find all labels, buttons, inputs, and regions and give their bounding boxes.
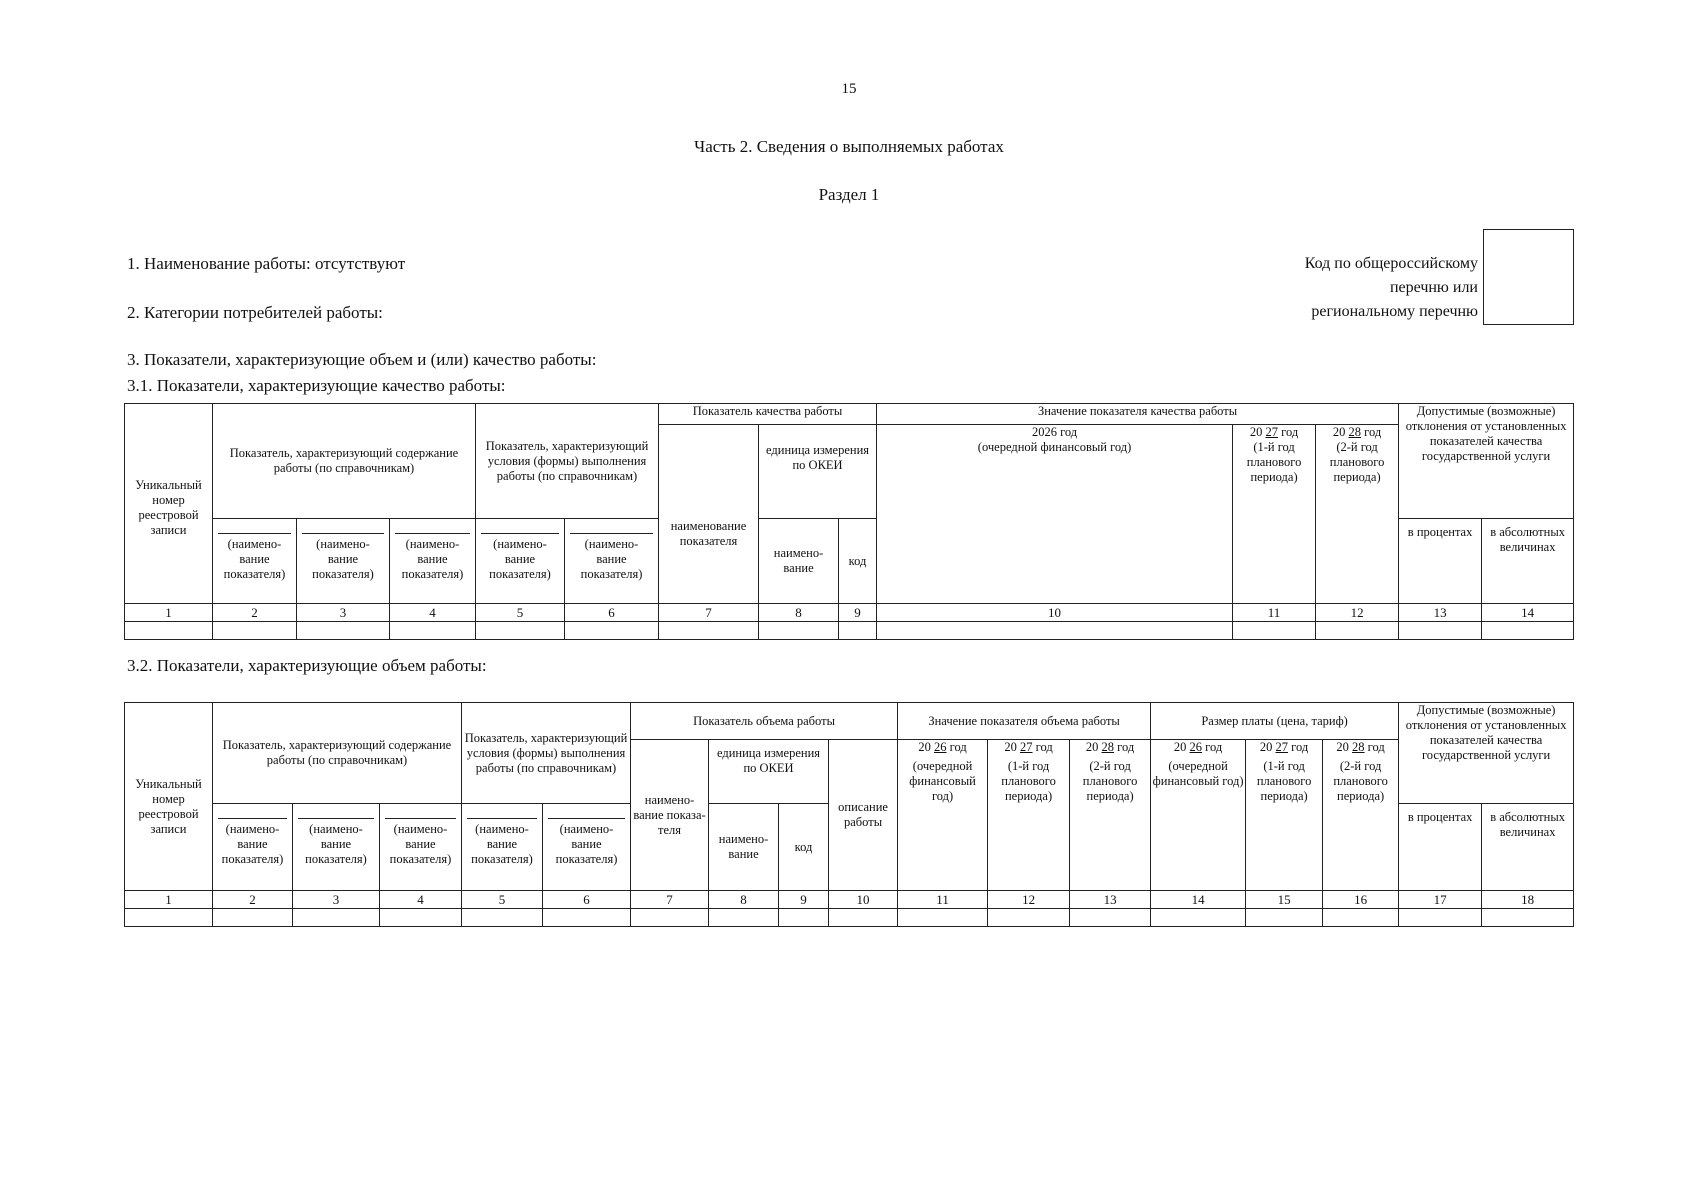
vt-year-prefix: 20 bbox=[1336, 740, 1349, 754]
vt-h-registry: Уникальный номер реестровой записи bbox=[125, 703, 213, 891]
qt-cell[interactable] bbox=[659, 622, 759, 640]
qt-col-num: 11 bbox=[1233, 604, 1316, 622]
qt-y12-suffix: год bbox=[1364, 425, 1382, 439]
qt-cell[interactable] bbox=[390, 622, 476, 640]
vt-col-num: 2 bbox=[213, 891, 293, 909]
qt-y11-suffix: год bbox=[1281, 425, 1299, 439]
qt-sub-cond-1 bbox=[476, 519, 565, 604]
qt-y11-note: (1-й год планового периода) bbox=[1246, 440, 1302, 484]
qt-h-indicator: Показатель качества работы bbox=[659, 404, 877, 425]
vt-cell[interactable] bbox=[293, 909, 380, 927]
qt-sub-content-1 bbox=[213, 519, 297, 604]
vt-cell[interactable] bbox=[462, 909, 543, 927]
qt-h-year-plan1 bbox=[1233, 425, 1316, 604]
vt-col-num: 4 bbox=[380, 891, 462, 909]
vt-sub-label: (наимено-вание показателя) bbox=[467, 818, 537, 867]
qt-col-num: 2 bbox=[213, 604, 297, 622]
vt-cell[interactable] bbox=[125, 909, 213, 927]
vt-cell[interactable] bbox=[1151, 909, 1246, 927]
vt-h-unit-code: код bbox=[779, 804, 829, 891]
qt-cell[interactable] bbox=[759, 622, 839, 640]
qt-h-indicator-name: наименование показателя bbox=[659, 425, 759, 604]
vt-year-prefix: 20 bbox=[918, 740, 931, 754]
vt-year-suffix: год bbox=[949, 740, 967, 754]
qt-y12-note: (2-й год планового периода) bbox=[1329, 440, 1385, 484]
vt-h-indicator-name: наимено-вание показа-теля bbox=[631, 740, 709, 891]
registry-code-box[interactable] bbox=[1483, 229, 1574, 325]
vt-sub-content-3 bbox=[380, 804, 462, 891]
vt-h-unit-name: наимено-вание bbox=[709, 804, 779, 891]
qt-col-num: 14 bbox=[1482, 604, 1574, 622]
qt-h-unit-code: код bbox=[839, 519, 877, 604]
vt-cell[interactable] bbox=[1246, 909, 1323, 927]
vt-sub-content-2 bbox=[293, 804, 380, 891]
vt-p1-note: (очередной финансовый год) bbox=[1152, 759, 1244, 788]
qt-cell[interactable] bbox=[476, 622, 565, 640]
vt-col-num: 1 bbox=[125, 891, 213, 909]
vt-cell[interactable] bbox=[709, 909, 779, 927]
vt-h-absolute: в абсолютных величинах bbox=[1482, 804, 1574, 891]
vt-col-num: 17 bbox=[1399, 891, 1482, 909]
qt-col-num: 12 bbox=[1316, 604, 1399, 622]
vt-empty-row bbox=[125, 909, 1574, 927]
qt-col-num: 7 bbox=[659, 604, 759, 622]
vt-h-value-year2 bbox=[988, 740, 1070, 891]
qt-sub-cond-2 bbox=[565, 519, 659, 604]
vt-h-value-year1 bbox=[898, 740, 988, 891]
qt-cell[interactable] bbox=[125, 622, 213, 640]
qt-col-num: 9 bbox=[839, 604, 877, 622]
qt-col-num: 3 bbox=[297, 604, 390, 622]
qt-y12-value: 28 bbox=[1348, 425, 1362, 439]
qt-col-num: 5 bbox=[476, 604, 565, 622]
vt-sub-cond-2 bbox=[543, 804, 631, 891]
vt-col-num: 3 bbox=[293, 891, 380, 909]
vt-h-price: Размер платы (цена, тариф) bbox=[1151, 703, 1399, 740]
vt-cell[interactable] bbox=[988, 909, 1070, 927]
vt-cell[interactable] bbox=[779, 909, 829, 927]
vt-col-num: 7 bbox=[631, 891, 709, 909]
qt-col-num: 6 bbox=[565, 604, 659, 622]
vt-col-num: 18 bbox=[1482, 891, 1574, 909]
qt-h-conditions: Показатель, характеризующий условия (формы) выполнения работы (по справочникам) bbox=[476, 404, 659, 519]
qt-cell[interactable] bbox=[1482, 622, 1574, 640]
qt-sub-label: (наимено-вание показателя) bbox=[570, 533, 653, 582]
qt-h-percent: в процентах bbox=[1399, 519, 1482, 604]
vt-cell[interactable] bbox=[631, 909, 709, 927]
vt-v1-value: 26 bbox=[934, 740, 947, 754]
qt-cell[interactable] bbox=[213, 622, 297, 640]
vt-sub-label: (наимено-вание показателя) bbox=[548, 818, 625, 867]
vt-p3-note: (2-й год планового периода) bbox=[1333, 759, 1388, 803]
vt-cell[interactable] bbox=[1482, 909, 1574, 927]
qt-cell[interactable] bbox=[1233, 622, 1316, 640]
vt-cell[interactable] bbox=[829, 909, 898, 927]
indicators-heading: 3. Показатели, характеризующие объем и (или) качество работы: bbox=[127, 350, 597, 369]
vt-h-content: Показатель, характеризующий содержание работы (по справочникам) bbox=[213, 703, 462, 804]
qt-sub-content-2 bbox=[297, 519, 390, 604]
vt-col-num: 16 bbox=[1323, 891, 1399, 909]
qt-sub-label: (наимено-вание показателя) bbox=[218, 533, 291, 582]
page-number: 15 bbox=[841, 81, 857, 97]
vt-year-suffix: год bbox=[1035, 740, 1053, 754]
vt-h-description: описание работы bbox=[829, 740, 898, 891]
qt-y11-prefix: 20 bbox=[1249, 425, 1263, 439]
vt-col-num: 9 bbox=[779, 891, 829, 909]
qt-y12-prefix: 20 bbox=[1332, 425, 1346, 439]
qt-h-absolute: в абсолютных величинах bbox=[1482, 519, 1574, 604]
code-label-line3: региональному перечню bbox=[1311, 303, 1478, 320]
vt-year-prefix: 20 bbox=[1173, 740, 1187, 754]
vt-year-prefix: 20 bbox=[1004, 740, 1017, 754]
vt-year-suffix: год bbox=[1291, 740, 1309, 754]
volume-indicators-table bbox=[124, 702, 1574, 927]
vt-cell[interactable] bbox=[1399, 909, 1482, 927]
vt-col-num: 8 bbox=[709, 891, 779, 909]
qt-h-unit: единица измерения по ОКЕИ bbox=[759, 425, 877, 519]
vt-sub-content-1 bbox=[213, 804, 293, 891]
vt-v1-note: (очередной финансовый год) bbox=[909, 759, 976, 803]
section-title: Раздел 1 bbox=[818, 185, 880, 204]
vt-col-num: 10 bbox=[829, 891, 898, 909]
vt-year-prefix: 20 bbox=[1085, 740, 1099, 754]
qt-h-year-current bbox=[877, 425, 1233, 604]
vt-sub-label: (наимено-вание показателя) bbox=[298, 818, 374, 867]
qt-y11-value: 27 bbox=[1265, 425, 1278, 439]
vt-h-price-year2 bbox=[1246, 740, 1323, 891]
vt-h-indicator: Показатель объема работы bbox=[631, 703, 898, 740]
vt-cell[interactable] bbox=[1070, 909, 1151, 927]
vt-p2-value: 27 bbox=[1275, 740, 1289, 754]
vt-cell[interactable] bbox=[380, 909, 462, 927]
qt-h-deviation: Допустимые (возможные) отклонения от установленных показателей качества государственной услуги bbox=[1399, 404, 1574, 519]
vt-p2-note: (1-й год планового периода) bbox=[1256, 759, 1312, 803]
volume-subheading: 3.2. Показатели, характеризующие объем работы: bbox=[127, 656, 487, 675]
vt-h-value: Значение показателя объема работы bbox=[898, 703, 1151, 740]
vt-h-deviation: Допустимые (возможные) отклонения от установленных показателей качества государственной услуги bbox=[1399, 703, 1574, 804]
vt-col-num: 14 bbox=[1151, 891, 1246, 909]
vt-v3-note: (2-й год планового периода) bbox=[1082, 759, 1138, 803]
vt-col-num: 11 bbox=[898, 891, 988, 909]
qt-h-value: Значение показателя качества работы bbox=[877, 404, 1399, 425]
vt-h-conditions: Показатель, характеризующий условия (формы) выполнения работы (по справочникам) bbox=[462, 703, 631, 804]
vt-sub-cond-1 bbox=[462, 804, 543, 891]
qt-cell[interactable] bbox=[839, 622, 877, 640]
vt-h-value-year3 bbox=[1070, 740, 1151, 891]
vt-v2-note: (1-й год планового периода) bbox=[1001, 759, 1056, 803]
code-label-line2: перечню или bbox=[1389, 279, 1478, 296]
vt-col-num: 13 bbox=[1070, 891, 1151, 909]
vt-cell[interactable] bbox=[898, 909, 988, 927]
vt-h-unit: единица измерения по ОКЕИ bbox=[709, 740, 829, 804]
code-label-line1: Код по общероссийскому bbox=[1304, 255, 1478, 272]
qt-cell[interactable] bbox=[297, 622, 390, 640]
vt-h-price-year1 bbox=[1151, 740, 1246, 891]
vt-h-percent: в процентах bbox=[1399, 804, 1482, 891]
vt-year-suffix: год bbox=[1205, 740, 1223, 754]
qt-h-year-plan2 bbox=[1316, 425, 1399, 604]
qt-empty-row bbox=[125, 622, 1574, 640]
vt-sub-label: (наимено-вание показателя) bbox=[218, 818, 287, 867]
qt-cell[interactable] bbox=[565, 622, 659, 640]
qt-sub-label: (наимено-вание показателя) bbox=[481, 533, 559, 582]
vt-v2-value: 27 bbox=[1020, 740, 1033, 754]
work-name-line: 1. Наименование работы: отсутствуют bbox=[127, 254, 406, 273]
vt-cell[interactable] bbox=[543, 909, 631, 927]
vt-year-prefix: 20 bbox=[1259, 740, 1273, 754]
vt-sub-label: (наимено-вание показателя) bbox=[385, 818, 456, 867]
qt-h-unit-name: наимено-вание bbox=[759, 519, 839, 604]
vt-col-num: 6 bbox=[543, 891, 631, 909]
qt-col-num: 10 bbox=[877, 604, 1233, 622]
qt-sub-label: (наимено-вание показателя) bbox=[395, 533, 470, 582]
vt-cell[interactable] bbox=[1323, 909, 1399, 927]
vt-col-num: 15 bbox=[1246, 891, 1323, 909]
vt-cell[interactable] bbox=[213, 909, 293, 927]
vt-col-num: 5 bbox=[462, 891, 543, 909]
consumer-categories-line: 2. Категории потребителей работы: bbox=[127, 303, 383, 322]
vt-h-price-year3 bbox=[1323, 740, 1399, 891]
vt-year-suffix: год bbox=[1367, 740, 1385, 754]
qt-cell[interactable] bbox=[877, 622, 1233, 640]
qt-col-num: 13 bbox=[1399, 604, 1482, 622]
qt-cell[interactable] bbox=[1399, 622, 1482, 640]
vt-col-num: 12 bbox=[988, 891, 1070, 909]
part-title: Часть 2. Сведения о выполняемых работах bbox=[694, 137, 1004, 156]
qt-col-num: 4 bbox=[390, 604, 476, 622]
qt-col-num: 8 bbox=[759, 604, 839, 622]
qt-col-num: 1 bbox=[125, 604, 213, 622]
qt-h-content: Показатель, характеризующий содержание работы (по справочникам) bbox=[213, 404, 476, 519]
qt-year-current-note: (очередной финансовый год) bbox=[977, 440, 1132, 454]
qt-sub-label: (наимено-вание показателя) bbox=[302, 533, 384, 582]
vt-v3-value: 28 bbox=[1101, 740, 1115, 754]
quality-indicators-table bbox=[124, 403, 1574, 640]
registry-code-label bbox=[1178, 252, 1478, 324]
qt-h-registry: Уникальный номер реестровой записи bbox=[125, 404, 213, 604]
vt-p3-value: 28 bbox=[1352, 740, 1365, 754]
qt-cell[interactable] bbox=[1316, 622, 1399, 640]
quality-subheading: 3.1. Показатели, характеризующие качество работы: bbox=[127, 376, 506, 395]
qt-year-current-label: 2026 год bbox=[1031, 425, 1078, 439]
vt-year-suffix: год bbox=[1117, 740, 1135, 754]
vt-p1-value: 26 bbox=[1189, 740, 1203, 754]
qt-sub-content-3 bbox=[390, 519, 476, 604]
